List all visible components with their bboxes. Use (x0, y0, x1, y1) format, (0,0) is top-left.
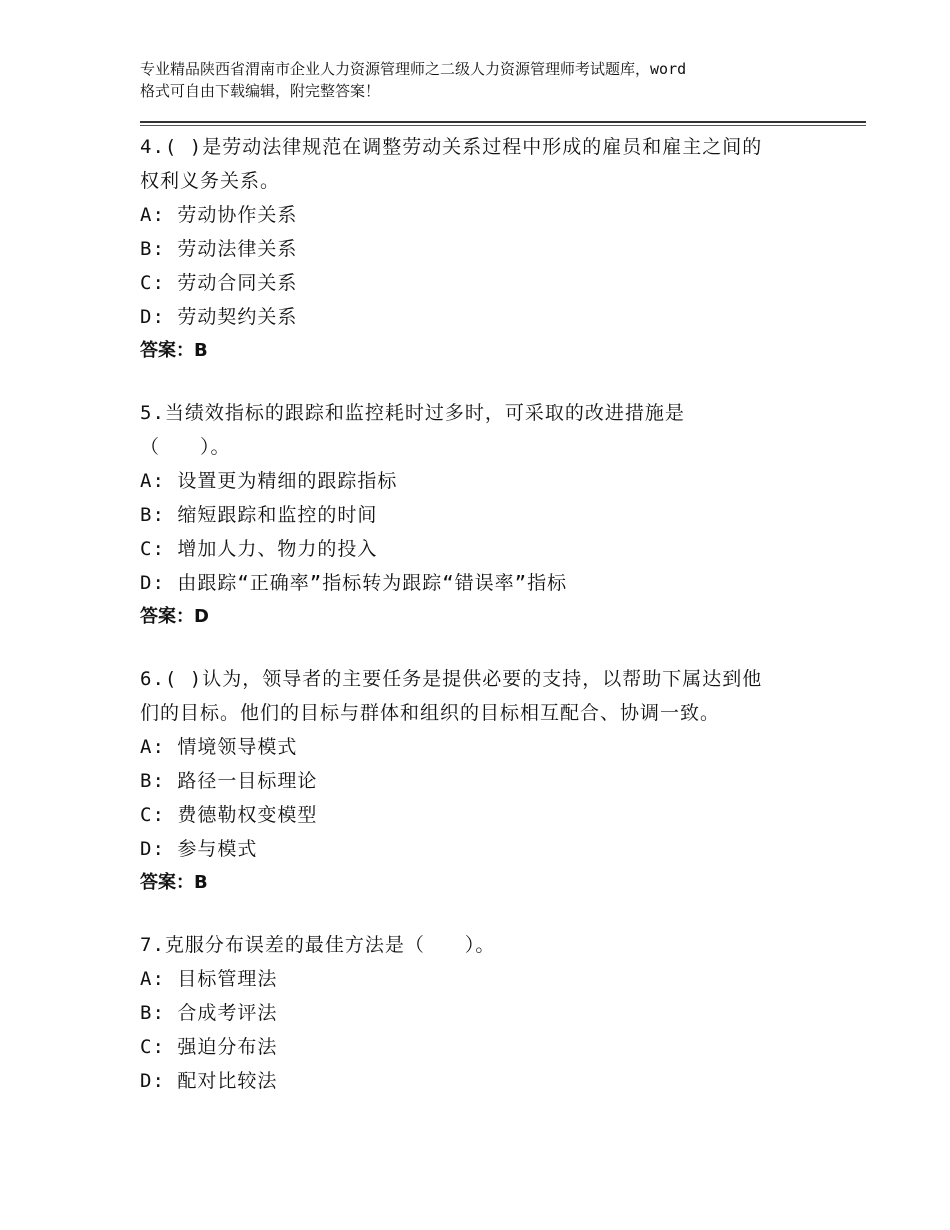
question-stem: 们的目标。他们的目标与群体和组织的目标相互配合、协调一致。 (140, 702, 721, 724)
document-header (140, 58, 840, 102)
option-b: B: 合成考评法 (140, 1002, 278, 1024)
option-a: A: 情境领导模式 (140, 736, 298, 758)
option-a: A: 目标管理法 (140, 968, 278, 990)
option-d: D: 配对比较法 (140, 1070, 278, 1092)
header-divider-thin (140, 125, 866, 126)
answer-label: 答案：B (140, 340, 208, 361)
option-b: B: 劳动法律关系 (140, 238, 298, 260)
header-line-2: 格式可自由下载编辑，附完整答案！ (140, 82, 381, 100)
question-5 (140, 396, 840, 634)
option-d: D: 参与模式 (140, 838, 258, 860)
question-7 (140, 928, 840, 1098)
option-d: D: 劳动契约关系 (140, 306, 298, 328)
option-c: C: 增加人力、物力的投入 (140, 538, 378, 560)
question-stem: 5.当绩效指标的跟踪和监控耗时过多时，可采取的改进措施是 (140, 402, 685, 424)
option-a: A: 劳动协作关系 (140, 204, 298, 226)
answer-label: 答案：B (140, 872, 208, 893)
header-line-1: 专业精品陕西省渭南市企业人力资源管理师之二级人力资源管理师考试题库，word (140, 60, 687, 78)
question-stem: 4.( )是劳动法律规范在调整劳动关系过程中形成的雇员和雇主之间的 (140, 136, 763, 158)
question-stem: 6.( )认为，领导者的主要任务是提供必要的支持，以帮助下属达到他 (140, 668, 763, 690)
question-list (140, 130, 840, 1126)
option-c: C: 费德勒权变模型 (140, 804, 318, 826)
option-c: C: 强迫分布法 (140, 1036, 278, 1058)
answer-label: 答案：D (140, 606, 209, 627)
header-divider-thick (140, 121, 866, 123)
option-b: B: 路径一目标理论 (140, 770, 318, 792)
option-d: D: 由跟踪“正确率”指标转为跟踪“错误率”指标 (140, 572, 568, 594)
option-a: A: 设置更为精细的跟踪指标 (140, 470, 398, 492)
question-stem: 权利义务关系。 (140, 170, 281, 192)
question-stem: （ ）。 (140, 436, 231, 458)
option-b: B: 缩短跟踪和监控的时间 (140, 504, 378, 526)
option-c: C: 劳动合同关系 (140, 272, 298, 294)
question-6 (140, 662, 840, 900)
question-4 (140, 130, 840, 368)
question-stem: 7.克服分布误差的最佳方法是（ ）。 (140, 934, 496, 956)
